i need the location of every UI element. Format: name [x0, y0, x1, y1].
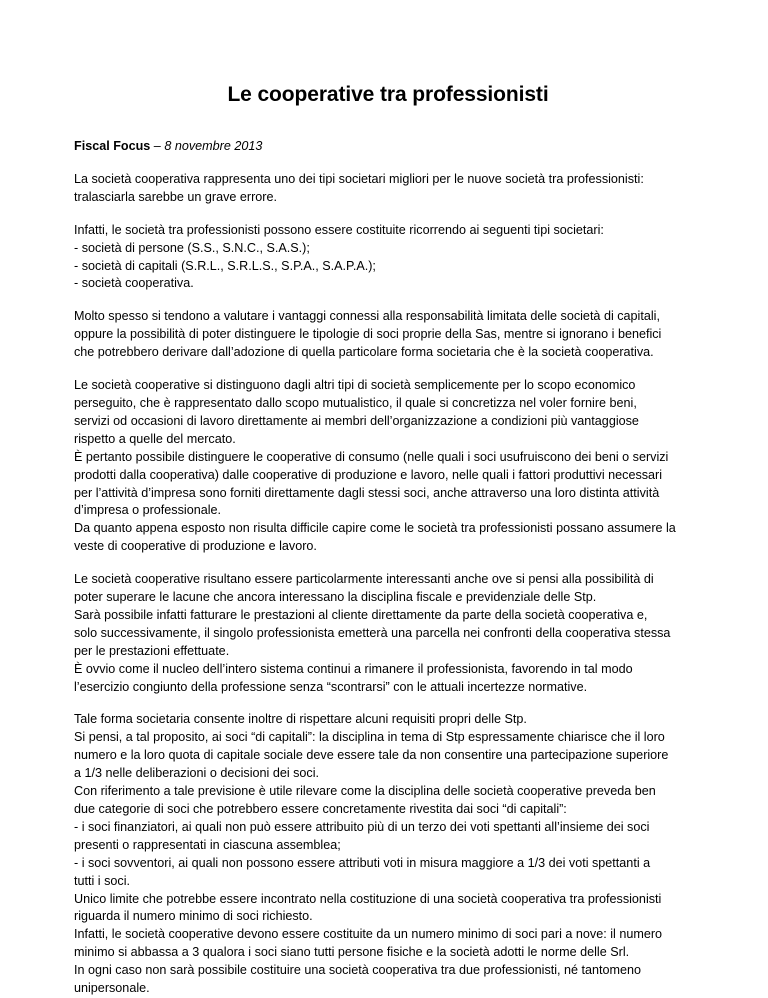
text-line: a 1/3 nelle deliberazioni o decisioni dei soci.	[74, 766, 320, 781]
text-line: presenti o rappresentati in ciascuna assemblea;	[74, 837, 341, 852]
document-page	[74, 0, 702, 998]
byline-date: 8 novembre 2013	[164, 139, 263, 153]
text-line: perseguito, che è rappresentato dallo scopo mutualistico, il quale si concretizza nel voler fornire beni,	[74, 395, 637, 410]
text-line: - società di capitali (S.R.L., S.R.L.S., S.P.A., S.A.P.A.);	[74, 258, 376, 273]
paragraph	[74, 171, 702, 207]
text-line: numero e la loro quota di capitale sociale deve essere tale da non consentire una partecipazione superiore	[74, 748, 669, 763]
text-line: unipersonale.	[74, 981, 150, 996]
paragraph	[74, 222, 702, 294]
text-line: prodotti dalla cooperativa) dalle cooperative di produzione e lavoro, nelle quali i fattori produttivi necessari	[74, 467, 663, 482]
byline-source: Fiscal Focus	[74, 139, 151, 153]
text-line: È ovvio come il nucleo dell’intero sistema continui a rimanere il professionista, favorendo in tal modo	[74, 661, 633, 676]
paragraph	[74, 308, 702, 362]
text-line: Sarà possibile infatti fatturare le prestazioni al cliente direttamente da parte della società cooperativa e,	[74, 607, 648, 622]
text-line: Tale forma societaria consente inoltre di rispettare alcuni requisiti propri delle Stp.	[74, 712, 527, 727]
text-line: Le società cooperative si distinguono dagli altri tipi di società semplicemente per lo scopo economico	[74, 378, 636, 393]
byline	[74, 138, 702, 156]
text-line: tralasciarla sarebbe un grave errore.	[74, 189, 278, 204]
text-line: rispetto a quelle del mercato.	[74, 431, 236, 446]
text-line: veste di cooperative di produzione e lavoro.	[74, 539, 317, 554]
text-line: - i soci finanziatori, ai quali non può essere attribuito più di un terzo dei voti spettanti all’insieme dei soci	[74, 819, 650, 834]
paragraph	[74, 571, 702, 696]
text-line: È pertanto possibile distinguere le cooperative di consumo (nelle quali i soci usufruiscono dei beni o servizi	[74, 449, 669, 464]
text-line: solo successivamente, il singolo professionista emetterà una parcella nei confronti della cooperativa stessa	[74, 625, 671, 640]
text-line: Infatti, le società cooperative devono essere costituite da un numero minimo di soci pari a nove: il numero	[74, 927, 663, 942]
text-line: oppure la possibilità di poter distinguere le tipologie di soci proprie della Sas, mentre si ignorano i benefici	[74, 327, 662, 342]
text-line: due categorie di soci che potrebbero essere concretamente rivestita dai soci “di capitali”:	[74, 802, 567, 816]
text-line: - società di persone (S.S., S.N.C., S.A.S.);	[74, 240, 310, 255]
text-line: Le società cooperative risultano essere particolarmente interessanti anche ove si pensi alla possibilità di	[74, 572, 654, 587]
text-line: per l’attività d’impresa sono forniti direttamente dagli stessi soci, anche attraverso una loro distinta attività	[74, 485, 660, 500]
article-body	[74, 171, 702, 998]
byline-separator: –	[150, 139, 165, 153]
text-line: poter superare le lacune che ancora interessano la disciplina fiscale e previdenziale delle Stp.	[74, 590, 597, 605]
text-line: Con riferimento a tale previsione è utile rilevare come la disciplina delle società cooperative preveda ben	[74, 784, 656, 799]
text-line: - i soci sovventori, ai quali non possono essere attributi voti in misura maggiore a 1/3 dei voti spettanti a	[74, 855, 651, 870]
text-line: Unico limite che potrebbe essere incontrato nella costituzione di una società cooperativa tra professionisti	[74, 891, 662, 906]
text-line: In ogni caso non sarà possibile costituire una società cooperativa tra due professionisti, né tantomeno	[74, 963, 642, 978]
text-line: riguarda il numero minimo di soci richiesto.	[74, 909, 313, 924]
text-line: - società cooperativa.	[74, 276, 194, 291]
paragraph	[74, 377, 702, 556]
text-line: per le prestazioni effettuate.	[74, 643, 230, 658]
text-line: Da quanto appena esposto non risulta difficile capire come le società tra professionisti possano assumere la	[74, 521, 676, 536]
text-line: che potrebbero derivare dall’adozione di quella particolare forma societaria che è la società cooperativa.	[74, 345, 654, 360]
text-line: Si pensi, a tal proposito, ai soci “di capitali”: la disciplina in tema di Stp espressamente chiarisce che il loro	[74, 730, 665, 745]
text-line: La società cooperativa rappresenta uno dei tipi societari migliori per le nuove società tra professionisti:	[74, 171, 644, 186]
paragraph	[74, 711, 702, 998]
article-title: Le cooperative tra professionisti	[227, 83, 549, 106]
text-line: Infatti, le società tra professionisti possono essere costituite ricorrendo ai seguenti tipi societari:	[74, 222, 604, 237]
text-line: l’esercizio congiunto della professione senza “scontrarsi” con le attuali incertezze normative.	[74, 679, 588, 694]
text-line: Molto spesso si tendono a valutare i vantaggi connessi alla responsabilità limitata delle società di capitali,	[74, 309, 660, 324]
text-line: minimo si abbassa a 3 qualora i soci siano tutti persone fisiche e la società adotti le norme delle Srl.	[74, 945, 630, 960]
text-line: d’impresa o professionale.	[74, 503, 222, 518]
text-line: servizi od occasioni di lavoro direttamente ai membri dell’organizzazione a condizioni più vantaggiose	[74, 413, 639, 428]
text-line: tutti i soci.	[74, 873, 130, 888]
